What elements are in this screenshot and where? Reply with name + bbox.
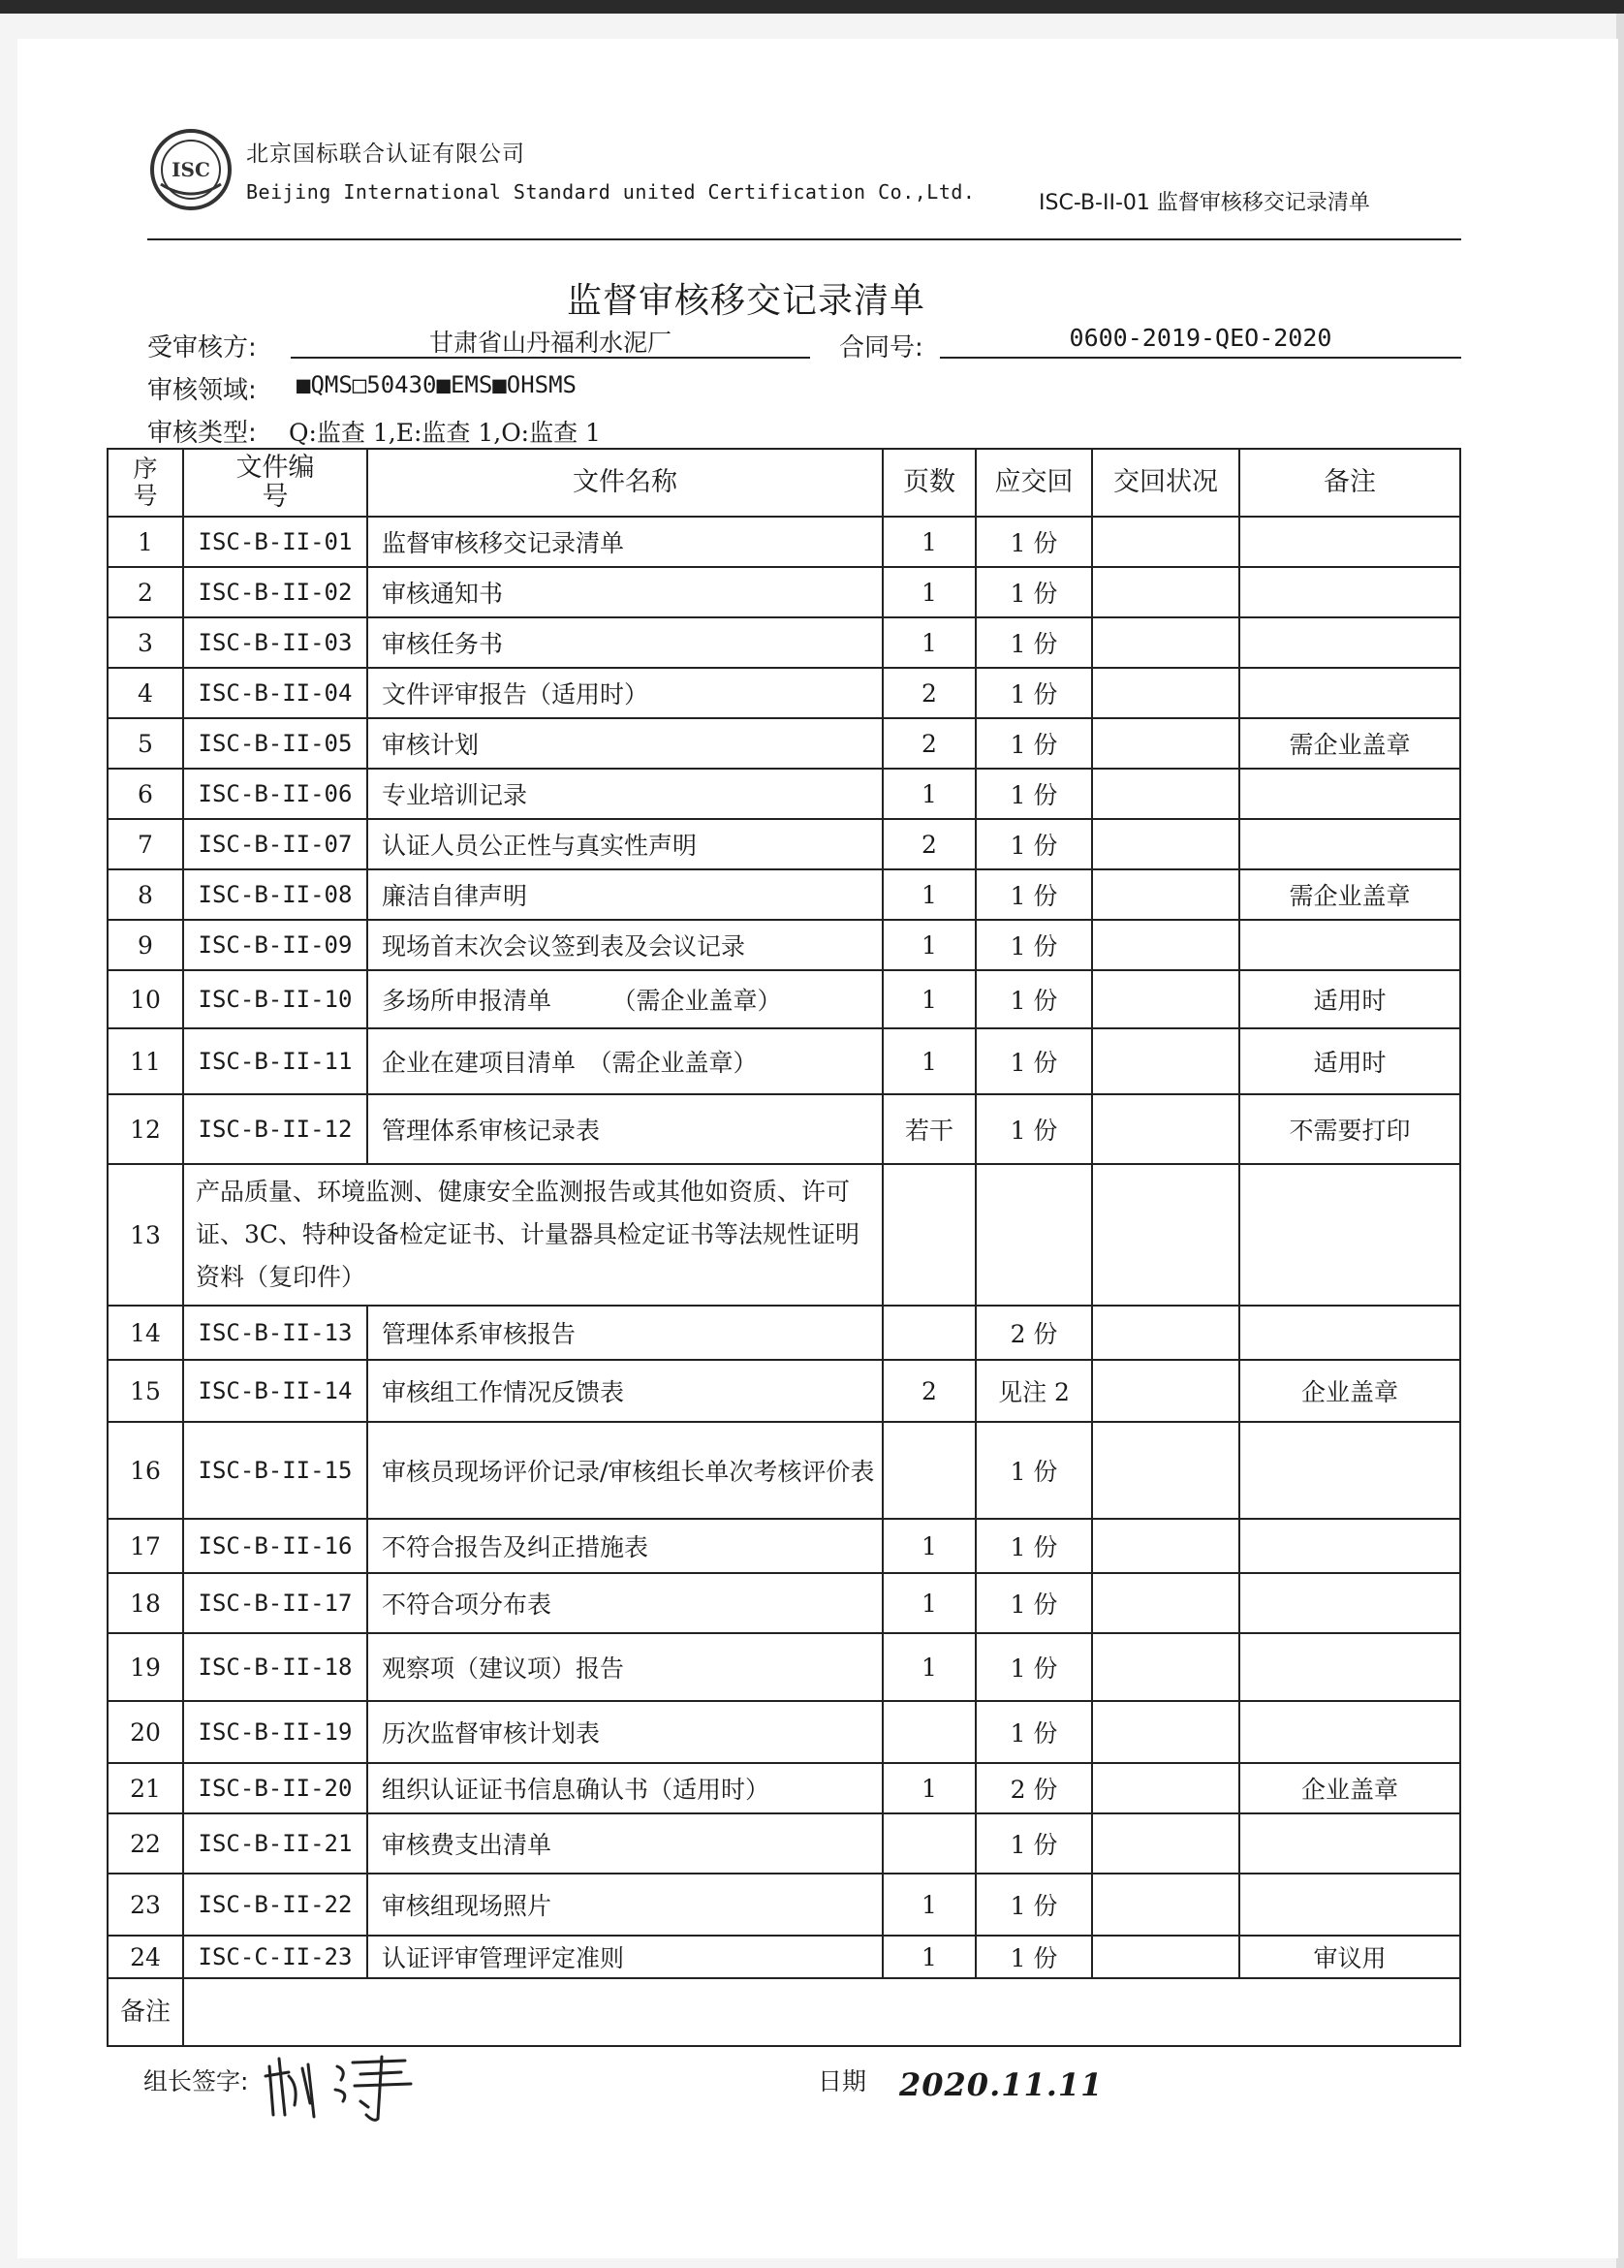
row-no-cell: 1 [108,517,183,567]
row-code-cell: ISC-B-II-22 [183,1874,367,1936]
row-name-cell: 多场所申报清单 （需企业盖章） [367,970,883,1028]
row-no-cell: 21 [108,1763,183,1813]
row-code-cell: ISC-B-II-11 [183,1028,367,1094]
header-no: 序号 [108,449,183,517]
row-code-cell: ISC-B-II-05 [183,718,367,769]
row-code-cell: ISC-B-II-07 [183,819,367,869]
row-status-cell [1092,920,1239,970]
row-name-cell: 观察项（建议项）报告 [367,1633,883,1701]
row-remark-cell [1239,819,1460,869]
table-row [108,1519,1460,1573]
row-status-cell [1092,1422,1239,1519]
audit-domain-label: 审核领域: [147,376,257,405]
row-name-cell: 监督审核移交记录清单 [367,517,883,567]
row-no-cell: 2 [108,567,183,617]
table-row [108,1936,1460,1978]
row-status-cell [1092,1306,1239,1360]
row-code-cell: ISC-B-II-21 [183,1813,367,1874]
row-due-cell: 1 份 [976,970,1092,1028]
row-remark-cell [1239,1701,1460,1763]
row-due-cell: 1 份 [976,1519,1092,1573]
table-row [108,970,1460,1028]
row-remark-cell: 需企业盖章 [1239,718,1460,769]
row-remark-cell: 适用时 [1239,970,1460,1028]
row-due-cell: 1 份 [976,1028,1092,1094]
row-name-cell: 认证人员公正性与真实性声明 [367,819,883,869]
row-pages-cell: 2 [883,819,976,869]
header-code: 文件编号 [183,449,367,517]
row-pages-cell: 1 [883,920,976,970]
table-row [108,567,1460,617]
handover-table [107,448,1461,2047]
row-status-cell [1092,1763,1239,1813]
row-due-cell: 1 份 [976,819,1092,869]
header-name: 文件名称 [367,449,883,517]
row-pages-cell [883,1164,976,1306]
row-due-cell: 1 份 [976,718,1092,769]
row-name-cell: 管理体系审核记录表 [367,1094,883,1164]
table-row [108,1763,1460,1813]
contract-label: 合同号: [839,333,923,362]
row-remark-cell: 企业盖章 [1239,1360,1460,1422]
row-due-cell: 1 份 [976,567,1092,617]
row-due-cell: 见注 2 [976,1360,1092,1422]
row-no-cell: 12 [108,1094,183,1164]
row-code-cell: ISC-B-II-16 [183,1519,367,1573]
row-code-cell: ISC-B-II-20 [183,1763,367,1813]
row-no-cell: 14 [108,1306,183,1360]
row-code-cell: ISC-B-II-17 [183,1573,367,1633]
row-name-cell: 审核任务书 [367,617,883,668]
row-status-cell [1092,517,1239,567]
row-pages-cell: 2 [883,668,976,718]
row-remark-cell [1239,1519,1460,1573]
row-pages-cell: 1 [883,567,976,617]
row-remark-cell [1239,517,1460,567]
row-pages-cell [883,1701,976,1763]
page-title: 监督审核移交记录清单 [566,281,925,321]
table-row [108,1094,1460,1164]
row-remark-cell [1239,769,1460,819]
row-remark-cell: 审议用 [1239,1936,1460,1978]
leader-sign-label: 组长签字: [143,2067,249,2095]
auditee-label: 受审核方: [147,333,257,362]
row-code-cell: ISC-B-II-06 [183,769,367,819]
row-status-cell [1092,1701,1239,1763]
row-status-cell [1092,1519,1239,1573]
row-remark-cell [1239,617,1460,668]
header-remark: 备注 [1239,449,1460,517]
row-pages-cell: 1 [883,1573,976,1633]
row-no-cell: 9 [108,920,183,970]
contract-value: 0600-2019-QEO-2020 [940,324,1461,359]
row-no-cell: 20 [108,1701,183,1763]
row-due-cell [976,1164,1092,1306]
row-remark-cell: 不需要打印 [1239,1094,1460,1164]
notes-row [108,1978,1460,2046]
table-row [108,1422,1460,1519]
table-row [108,1633,1460,1701]
row-pages-cell: 1 [883,1763,976,1813]
date-label: 日期 [818,2067,867,2095]
row-pages-cell: 1 [883,517,976,567]
handwritten-date: 2020.11.11 [899,2066,1104,2103]
row-no-cell: 11 [108,1028,183,1094]
row-pages-cell: 1 [883,1633,976,1701]
row-pages-cell: 1 [883,970,976,1028]
row-no-cell: 4 [108,668,183,718]
table-row [108,1360,1460,1422]
notes-content [183,1978,1460,2046]
row-status-cell [1092,1028,1239,1094]
row-no-cell: 3 [108,617,183,668]
row-due-cell: 1 份 [976,1094,1092,1164]
row-name-cell: 审核员现场评价记录/审核组长单次考核评价表 [367,1422,883,1519]
row-status-cell [1092,1573,1239,1633]
row-pages-cell: 1 [883,769,976,819]
row-code-cell: ISC-B-II-10 [183,970,367,1028]
row-code-cell: ISC-B-II-01 [183,517,367,567]
row-pages-cell: 2 [883,718,976,769]
row-no-cell: 24 [108,1936,183,1978]
row-name-cell: 不符合项分布表 [367,1573,883,1633]
row-pages-cell [883,1306,976,1360]
row-remark-cell [1239,1874,1460,1936]
row-no-cell: 16 [108,1422,183,1519]
table-row [108,668,1460,718]
row-code-cell: ISC-B-II-14 [183,1360,367,1422]
row-remark-cell: 适用时 [1239,1028,1460,1094]
table-row [108,1164,1460,1306]
row-name-cell: 历次监督审核计划表 [367,1701,883,1763]
company-name-cn: 北京国标联合认证有限公司 [246,142,525,167]
row-due-cell: 1 份 [976,1874,1092,1936]
row-remark-cell: 企业盖章 [1239,1763,1460,1813]
header-pages: 页数 [883,449,976,517]
row-status-cell [1092,1936,1239,1978]
row-remark-cell: 需企业盖章 [1239,869,1460,920]
row-status-cell [1092,970,1239,1028]
row-due-cell: 1 份 [976,1422,1092,1519]
row-code-cell: ISC-B-II-18 [183,1633,367,1701]
row-no-cell: 5 [108,718,183,769]
row-pages-cell: 1 [883,617,976,668]
row-pages-cell: 2 [883,1360,976,1422]
row-status-cell [1092,819,1239,869]
row-no-cell: 22 [108,1813,183,1874]
row-due-cell: 1 份 [976,920,1092,970]
table-row [108,1573,1460,1633]
row-remark-cell [1239,1813,1460,1874]
row-status-cell [1092,567,1239,617]
row-code-cell: ISC-B-II-15 [183,1422,367,1519]
table-row [108,819,1460,869]
row-no-cell: 15 [108,1360,183,1422]
row-name-cell: 审核组现场照片 [367,1874,883,1936]
row-remark-cell [1239,1164,1460,1306]
table-row [108,718,1460,769]
row-no-cell: 19 [108,1633,183,1701]
row-pages-cell: 1 [883,1519,976,1573]
row-name-cell: 审核费支出清单 [367,1813,883,1874]
row-code-cell: ISC-B-II-08 [183,869,367,920]
row-code-cell: ISC-B-II-02 [183,567,367,617]
row-due-cell: 1 份 [976,617,1092,668]
row-code-cell: ISC-B-II-13 [183,1306,367,1360]
row-due-cell: 1 份 [976,1936,1092,1978]
audit-type-label: 审核类型: [147,419,257,448]
row-status-cell [1092,869,1239,920]
row-name-cell: 管理体系审核报告 [367,1306,883,1360]
row-pages-cell: 1 [883,1936,976,1978]
row-no-cell: 7 [108,819,183,869]
audit-domain-value: ■QMS□50430■EMS■OHSMS [297,371,577,398]
row-status-cell [1092,668,1239,718]
audit-type-value: Q:监查 1,E:监查 1,O:监查 1 [289,419,601,447]
row-remark-cell [1239,1633,1460,1701]
table-row [108,920,1460,970]
row-remark-cell [1239,1306,1460,1360]
row-remark-cell [1239,920,1460,970]
row-due-cell: 2 份 [976,1306,1092,1360]
table-row [108,517,1460,567]
row-code-cell: ISC-B-II-19 [183,1701,367,1763]
header-due: 应交回 [976,449,1092,517]
row-name-cell: 产品质量、环境监测、健康安全监测报告或其他如资质、许可证、3C、特种设备检定证书、计量器具检定证书等法规性证明资料（复印件） [183,1164,883,1306]
row-status-cell [1092,1813,1239,1874]
row-name-cell: 廉洁自律声明 [367,869,883,920]
row-pages-cell [883,1813,976,1874]
logo-text: ISC [172,158,210,181]
header-divider [147,238,1461,240]
company-name-en: Beijing International Standard united Certification Co.,Ltd. [246,180,976,204]
row-code-cell: ISC-B-II-12 [183,1094,367,1164]
row-no-cell: 23 [108,1874,183,1936]
row-no-cell: 6 [108,769,183,819]
row-code-cell: ISC-B-II-09 [183,920,367,970]
table-row [108,869,1460,920]
row-name-cell: 专业培训记录 [367,769,883,819]
row-pages-cell: 1 [883,1874,976,1936]
row-no-cell: 13 [108,1164,183,1306]
table-row [108,1701,1460,1763]
row-name-cell: 审核组工作情况反馈表 [367,1360,883,1422]
table-row [108,1813,1460,1874]
row-due-cell: 1 份 [976,517,1092,567]
row-name-cell: 文件评审报告（适用时） [367,668,883,718]
row-status-cell [1092,1094,1239,1164]
isc-logo-icon [147,126,234,213]
row-pages-cell: 1 [883,869,976,920]
document-code: ISC-B-II-01 监督审核移交记录清单 [1039,191,1370,215]
row-code-cell: ISC-B-II-04 [183,668,367,718]
row-due-cell: 1 份 [976,1701,1092,1763]
row-due-cell: 1 份 [976,1633,1092,1701]
table-row [108,1306,1460,1360]
row-name-cell: 现场首末次会议签到表及会议记录 [367,920,883,970]
row-status-cell [1092,1633,1239,1701]
scan-top-border [0,0,1624,14]
row-remark-cell [1239,668,1460,718]
row-status-cell [1092,1360,1239,1422]
table-row [108,1028,1460,1094]
row-due-cell: 1 份 [976,869,1092,920]
row-remark-cell [1239,1573,1460,1633]
handwritten-signature [260,2047,434,2125]
row-no-cell: 8 [108,869,183,920]
row-due-cell: 1 份 [976,769,1092,819]
row-pages-cell [883,1422,976,1519]
table-row [108,1874,1460,1936]
row-pages-cell: 1 [883,1028,976,1094]
row-remark-cell [1239,567,1460,617]
row-due-cell: 1 份 [976,1573,1092,1633]
row-name-cell: 企业在建项目清单 （需企业盖章） [367,1028,883,1094]
row-name-cell: 审核通知书 [367,567,883,617]
row-status-cell [1092,769,1239,819]
row-due-cell: 1 份 [976,668,1092,718]
row-due-cell: 2 份 [976,1763,1092,1813]
row-no-cell: 10 [108,970,183,1028]
row-code-cell: ISC-B-II-03 [183,617,367,668]
row-name-cell: 认证评审管理评定准则 [367,1936,883,1978]
row-status-cell [1092,1164,1239,1306]
row-no-cell: 17 [108,1519,183,1573]
row-remark-cell [1239,1422,1460,1519]
row-name-cell: 不符合报告及纠正措施表 [367,1519,883,1573]
table-row [108,617,1460,668]
row-pages-cell: 若干 [883,1094,976,1164]
notes-label: 备注 [108,1978,183,2046]
row-no-cell: 18 [108,1573,183,1633]
row-status-cell [1092,1874,1239,1936]
auditee-value: 甘肃省山丹福利水泥厂 [291,324,810,359]
header-status: 交回状况 [1092,449,1239,517]
row-status-cell [1092,718,1239,769]
table-header-row [108,449,1460,517]
row-status-cell [1092,617,1239,668]
table-row [108,769,1460,819]
row-name-cell: 组织认证证书信息确认书（适用时） [367,1763,883,1813]
row-name-cell: 审核计划 [367,718,883,769]
row-code-cell: ISC-C-II-23 [183,1936,367,1978]
row-due-cell: 1 份 [976,1813,1092,1874]
